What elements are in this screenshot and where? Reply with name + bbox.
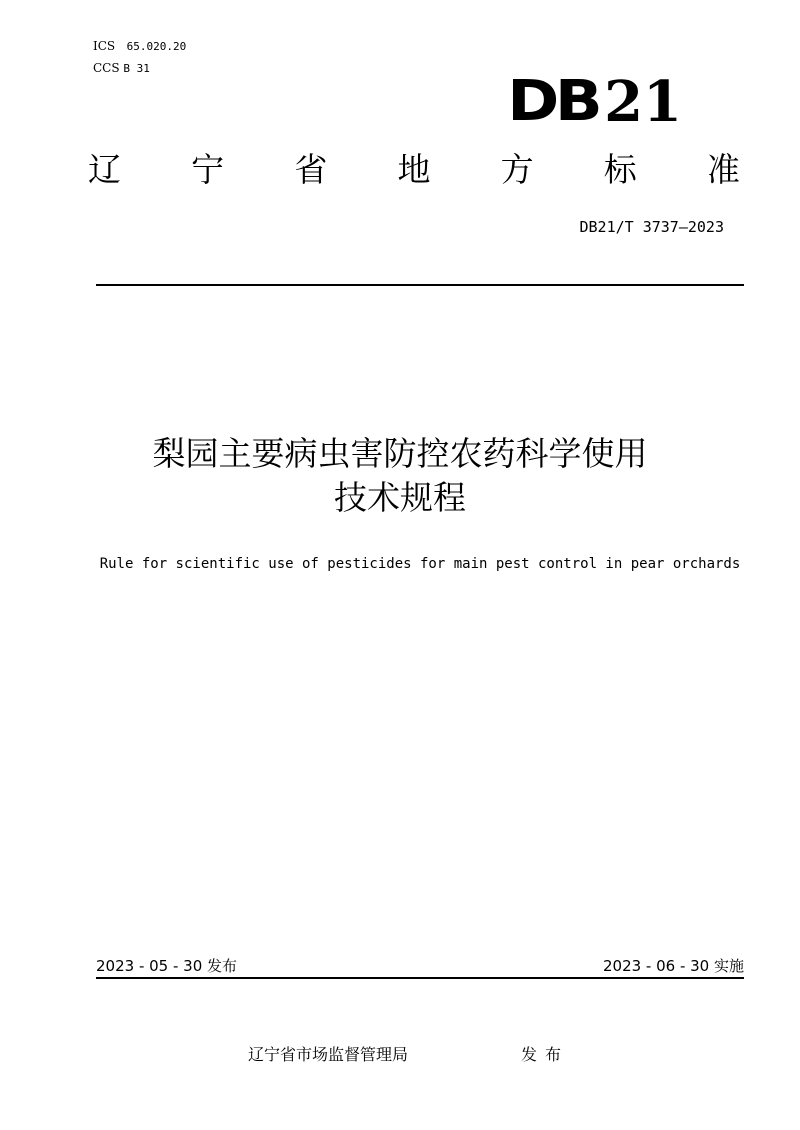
ccs-code: B 31 (123, 62, 150, 75)
category-char: 准 (706, 150, 740, 189)
ics-code: 65.020.20 (126, 40, 187, 53)
category-char: 宁 (191, 150, 225, 189)
db-logo-number: 21 (604, 69, 682, 135)
category-char: 省 (294, 150, 328, 189)
issuing-authority: 辽宁省市场监督管理局 (248, 1045, 409, 1064)
ccs-label: CCS (93, 61, 120, 75)
chinese-title-line-1: 梨园主要病虫害防控农药科学使用 (152, 434, 648, 473)
ics-label: ICS (93, 39, 116, 53)
publish-date: 2023 - 05 - 30 发布 (96, 957, 238, 975)
category-char: 地 (397, 150, 431, 189)
chinese-title (0, 432, 800, 520)
issue-label: 发布 (521, 1045, 570, 1064)
db-logo-letters: DB (507, 69, 599, 134)
chinese-title-line-2: 技术规程 (334, 478, 466, 517)
category-char: 方 (500, 150, 534, 189)
ics-line (93, 39, 186, 54)
category-char: 标 (603, 150, 637, 189)
implement-date: 2023 - 06 - 30 实施 (602, 957, 744, 975)
top-divider (96, 284, 744, 286)
category-char: 辽 (88, 150, 121, 189)
bottom-divider (96, 977, 744, 979)
ccs-line (93, 61, 150, 76)
standard-number: DB21/T 3737—2023 (579, 218, 724, 236)
db-logo (507, 68, 682, 135)
standard-category (88, 150, 740, 190)
english-title: Rule for scientific use of pesticides for main pest control in pear orchards (99, 556, 741, 572)
